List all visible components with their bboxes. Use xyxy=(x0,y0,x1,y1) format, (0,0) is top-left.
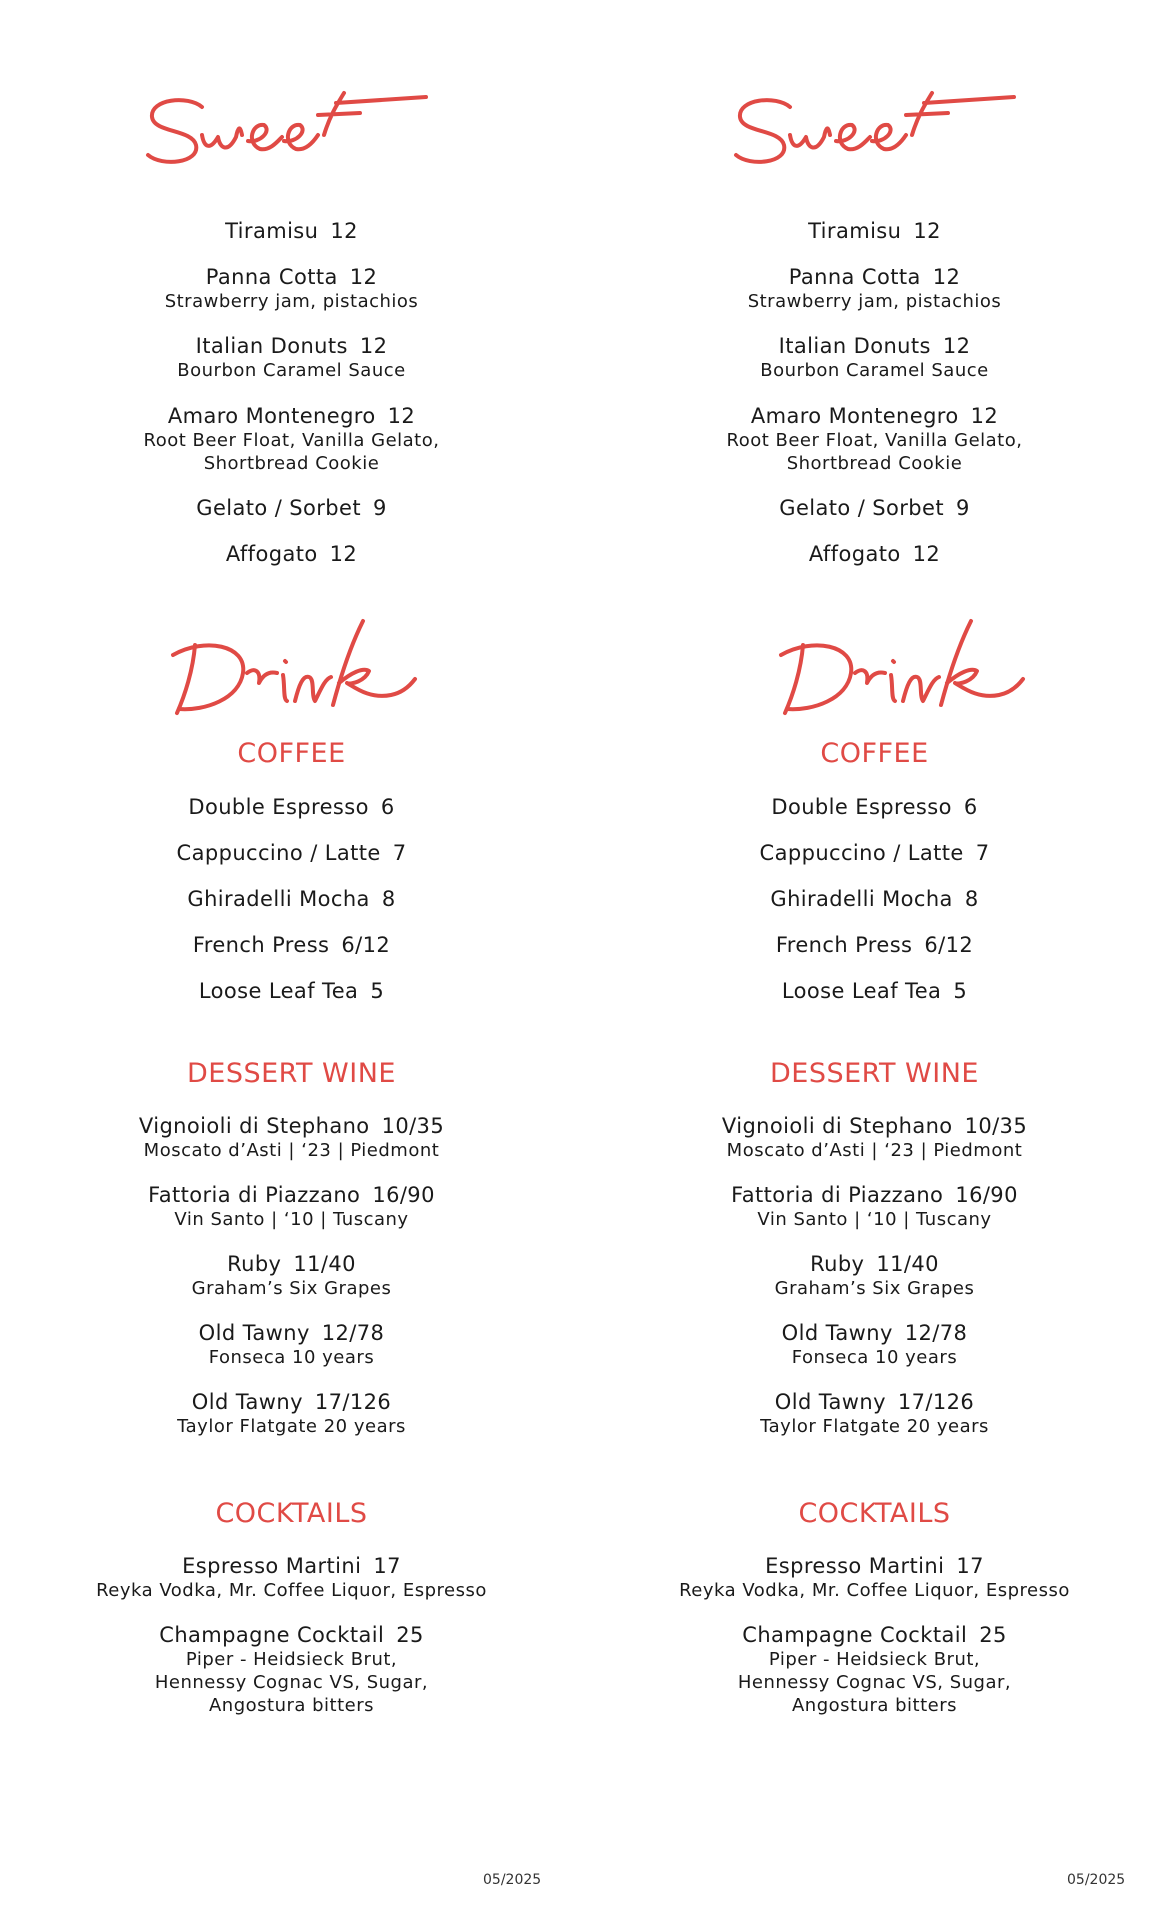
sweet-script-title xyxy=(728,85,1028,185)
menu-item-desc: Root Beer Float, Vanilla Gelato, xyxy=(143,430,440,451)
menu-item-desc: Taylor Flatgate 20 years xyxy=(177,1416,406,1437)
menu-item-desc: Fonseca 10 years xyxy=(791,1347,958,1368)
menu-item: Old Tawny 12/78 xyxy=(781,1321,968,1345)
menu-item: Cappuccino / Latte 7 xyxy=(176,841,407,865)
menu-date: 05/2025 xyxy=(483,1872,542,1888)
menu-item-desc: Strawberry jam, pistachios xyxy=(747,291,1002,312)
menu-item-desc: Moscato d’Asti | ‘23 | Piedmont xyxy=(726,1140,1023,1161)
menu-item: Gelato / Sorbet 9 xyxy=(196,496,387,520)
menu-item-desc: Reyka Vodka, Mr. Coffee Liquor, Espresso xyxy=(679,1580,1070,1601)
menu-item-desc: Piper - Heidsieck Brut, xyxy=(768,1649,981,1670)
menu-item: Loose Leaf Tea 5 xyxy=(781,979,968,1003)
menu-item: Ghiradelli Mocha 8 xyxy=(770,887,979,911)
menu-item-desc: Strawberry jam, pistachios xyxy=(164,291,419,312)
menu-item: Italian Donuts 12 xyxy=(195,334,388,358)
menu-item: Vignoioli di Stephano 10/35 xyxy=(721,1114,1028,1138)
menu-item: Espresso Martini 17 xyxy=(765,1554,984,1578)
sweet-script-title xyxy=(140,85,440,185)
cocktails-heading: COCKTAILS xyxy=(798,1498,951,1529)
coffee-heading: COFFEE xyxy=(820,738,929,769)
dessert-wine-heading: DESSERT WINE xyxy=(187,1058,396,1089)
menu-item-desc: Angostura bitters xyxy=(791,1695,958,1716)
menu-item: Panna Cotta 12 xyxy=(205,265,378,289)
menu-item: Fattoria di Piazzano 16/90 xyxy=(731,1183,1018,1207)
menu-item: Vignoioli di Stephano 10/35 xyxy=(138,1114,445,1138)
menu-item-desc: Graham’s Six Grapes xyxy=(774,1278,975,1299)
drink-title: Drink xyxy=(165,615,168,616)
menu-item: Loose Leaf Tea 5 xyxy=(198,979,385,1003)
menu-item: Espresso Martini 17 xyxy=(182,1554,401,1578)
menu-item: Gelato / Sorbet 9 xyxy=(779,496,970,520)
menu-item-desc: Root Beer Float, Vanilla Gelato, xyxy=(726,430,1023,451)
cocktails-heading: COCKTAILS xyxy=(215,1498,368,1529)
menu-item: Amaro Montenegro 12 xyxy=(750,404,999,428)
menu-item-desc: Shortbread Cookie xyxy=(786,453,963,474)
menu-item: Champagne Cocktail 25 xyxy=(742,1623,1007,1647)
menu-item-desc: Shortbread Cookie xyxy=(203,453,380,474)
menu-item: Old Tawny 17/126 xyxy=(191,1390,392,1414)
menu-item-desc: Taylor Flatgate 20 years xyxy=(760,1416,989,1437)
menu-item: Ruby 11/40 xyxy=(227,1252,356,1276)
menu-item: Fattoria di Piazzano 16/90 xyxy=(148,1183,435,1207)
menu-item: Ghiradelli Mocha 8 xyxy=(187,887,396,911)
menu-item: French Press 6/12 xyxy=(775,933,974,957)
menu-item: Italian Donuts 12 xyxy=(778,334,971,358)
menu-item-desc: Bourbon Caramel Sauce xyxy=(177,360,406,381)
menu-column-right xyxy=(583,0,1166,1920)
menu-item: Ruby 11/40 xyxy=(810,1252,939,1276)
menu-item: Tiramisu 12 xyxy=(225,219,358,243)
menu-item-desc: Bourbon Caramel Sauce xyxy=(760,360,989,381)
menu-item: Old Tawny 12/78 xyxy=(198,1321,385,1345)
menu-item-desc: Vin Santo | ‘10 | Tuscany xyxy=(174,1209,409,1230)
drink-script-title xyxy=(773,615,1033,725)
menu-item: Old Tawny 17/126 xyxy=(774,1390,975,1414)
dessert-wine-heading: DESSERT WINE xyxy=(770,1058,979,1089)
menu-item: Panna Cotta 12 xyxy=(788,265,961,289)
menu-date: 05/2025 xyxy=(1067,1872,1126,1888)
drink-script-title xyxy=(165,615,425,725)
menu-item-desc: Vin Santo | ‘10 | Tuscany xyxy=(757,1209,992,1230)
menu-item: Amaro Montenegro 12 xyxy=(167,404,416,428)
coffee-heading: COFFEE xyxy=(237,738,346,769)
menu-item-desc: Moscato d’Asti | ‘23 | Piedmont xyxy=(143,1140,440,1161)
menu-item-desc: Angostura bitters xyxy=(208,1695,375,1716)
menu-item-desc: Hennessy Cognac VS, Sugar, xyxy=(737,1672,1012,1693)
menu-item: French Press 6/12 xyxy=(192,933,391,957)
menu-item: Double Espresso 6 xyxy=(771,795,978,819)
sweet-title: Sweet xyxy=(140,85,144,86)
menu-item: Cappuccino / Latte 7 xyxy=(759,841,990,865)
menu-item-desc: Hennessy Cognac VS, Sugar, xyxy=(154,1672,429,1693)
menu-item: Champagne Cocktail 25 xyxy=(159,1623,424,1647)
menu-item-desc: Fonseca 10 years xyxy=(208,1347,375,1368)
menu-item: Tiramisu 12 xyxy=(808,219,941,243)
menu-item: Affogato 12 xyxy=(225,542,358,566)
menu-item: Double Espresso 6 xyxy=(188,795,395,819)
menu-item-desc: Graham’s Six Grapes xyxy=(191,1278,392,1299)
menu-item: Affogato 12 xyxy=(808,542,941,566)
menu-item-desc: Reyka Vodka, Mr. Coffee Liquor, Espresso xyxy=(96,1580,487,1601)
menu-item-desc: Piper - Heidsieck Brut, xyxy=(185,1649,398,1670)
